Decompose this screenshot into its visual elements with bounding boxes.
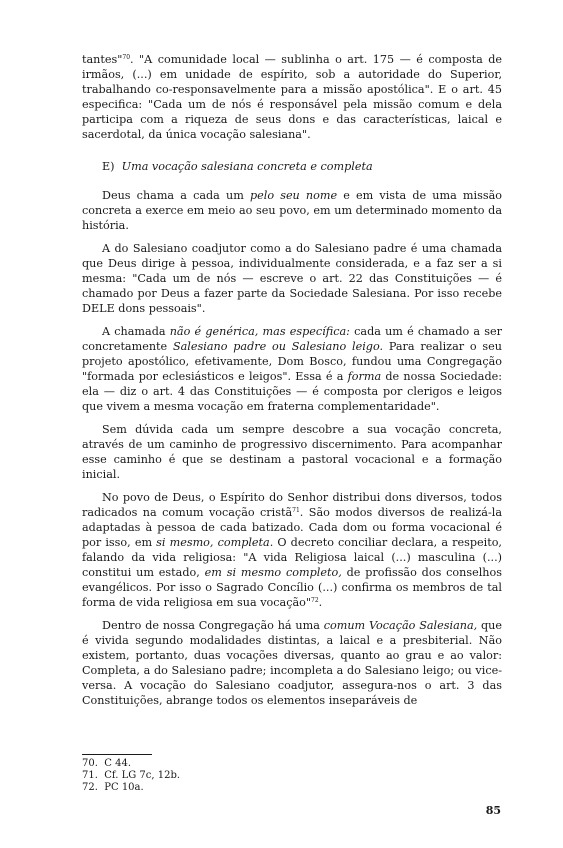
paragraph-text: de nossa Sociedade: ela — diz o art. 4 das Constituições — é composta por clerigos e leigos que vivem a mesma vocação em fraterna complementaridade". bbox=[82, 370, 503, 413]
emphasis: em si mesmo completo, bbox=[204, 566, 342, 579]
footnote-ref: 71 bbox=[292, 507, 300, 514]
paragraph-text: tantes" bbox=[82, 53, 123, 66]
paragraph-text: A chamada bbox=[102, 325, 170, 338]
paragraph-text: e em vista de uma missão concreta a exerce em meio ao seu povo, em um determinado momento da história. bbox=[82, 189, 502, 232]
section-label: E) bbox=[102, 160, 115, 173]
paragraph-text: . São modos diversos de realizá-la adaptadas à pessoa de cada batizado. Cada dom ou forma vocacional é por isso, em bbox=[82, 506, 502, 549]
paragraph-3: A do Salesiano coadjutor como a do Salesiano padre é uma chamada que Deus dirige à pessoa, individualmente considerada, e a faz ser a si mesma: "Cada um de nós — escreve o art. 22 das Constituições — é chamado por Deus a fazer parte da Sociedade Salesiana. Por isso recebe DELE dons pessoais". bbox=[82, 242, 502, 315]
paragraph-text: O decreto conciliar declara, a respeito, falando da vida religiosa: "A vida Religiosa laical (...) masculina (...) constitui um estado, bbox=[82, 536, 502, 579]
footnote: 71. Cf. LG 7c, 12b. bbox=[82, 770, 181, 781]
paragraph-text: Para realizar o seu projeto apostólico, efetivamente, Dom Bosco, fundou uma Congregação "formada por eclesiásticos e leigos". Essa é a bbox=[82, 340, 503, 383]
emphasis: si mesmo, completa. bbox=[156, 536, 274, 549]
paragraph-text: Deus chama a cada um bbox=[102, 189, 250, 202]
footnote-ref: 70 bbox=[122, 54, 131, 61]
paragraph-text: Dentro de nossa Congregação há uma bbox=[102, 619, 324, 632]
footnote: 72. PC 10a. bbox=[82, 782, 144, 793]
page-number: 85 bbox=[485, 804, 501, 817]
paragraph-text: . bbox=[318, 596, 323, 609]
section-title: Uma vocação salesiana concreta e completa bbox=[121, 160, 373, 173]
paragraph-text: cada um é chamado a ser concretamente bbox=[82, 325, 503, 353]
paragraph-6 bbox=[82, 490, 502, 610]
paragraph-text: de profissão dos conselhos evangélicos. Por isso o Sagrado Concílio (...) confirma os membros de tal forma de vida religiosa em sua vocação" bbox=[82, 566, 502, 609]
emphasis: forma bbox=[347, 370, 382, 383]
paragraph-text: . "A comunidade local — sublinha o art. 175 — é composta de irmãos, (...) em unidade de espírito, sob a autoridade do Superior, trabalhando co-responsavelmente para a missão apostólica". E o art. 45 especifica: "Cada um de nós é responsável pela missão comum e dela participa com a riqueza de seus dons e das características, laical e sacerdotal, da única vocação salesiana". bbox=[82, 53, 502, 141]
footnotes bbox=[82, 758, 180, 794]
emphasis: não é genérica, mas específica: bbox=[169, 325, 350, 338]
paragraph-text: que é vivida segundo modalidades distintas, a laical e a presbiterial. Não existem, portanto, duas vocações diversas, quanto ao grau e ao valor: Completa, a do Salesiano padre; incompleta a do Salesiano leigo; ou vice-versa. A vocação do Salesiano coadjutor, assegura-nos o art. 3 das Constituições, abrange todos os elementos inseparáveis de bbox=[82, 619, 502, 707]
emphasis: Salesiano padre ou Salesiano leigo. bbox=[172, 340, 384, 353]
emphasis: comum Vocação Salesiana, bbox=[323, 619, 478, 632]
footnote-divider bbox=[82, 754, 152, 755]
body-text bbox=[82, 52, 502, 708]
paragraph-7 bbox=[82, 618, 502, 708]
paragraph-text: No povo de Deus, o Espírito do Senhor distribui dons diversos, todos radicados na comum vocação cristã bbox=[82, 491, 502, 519]
paragraph-2 bbox=[82, 188, 502, 233]
footnote: 70. C 44. bbox=[82, 758, 131, 769]
emphasis: pelo seu nome bbox=[249, 189, 338, 202]
footnote-ref: 72 bbox=[311, 597, 319, 604]
paragraph-5: Sem dúvida cada um sempre descobre a sua vocação concreta, através de um caminho de progressivo discernimento. Para acompanhar esse caminho é que se destinam a pastoral vocacional e a formação inicial. bbox=[82, 423, 502, 481]
paragraph-4 bbox=[82, 324, 502, 414]
paragraph-1 bbox=[82, 52, 502, 142]
section-heading bbox=[82, 159, 502, 174]
